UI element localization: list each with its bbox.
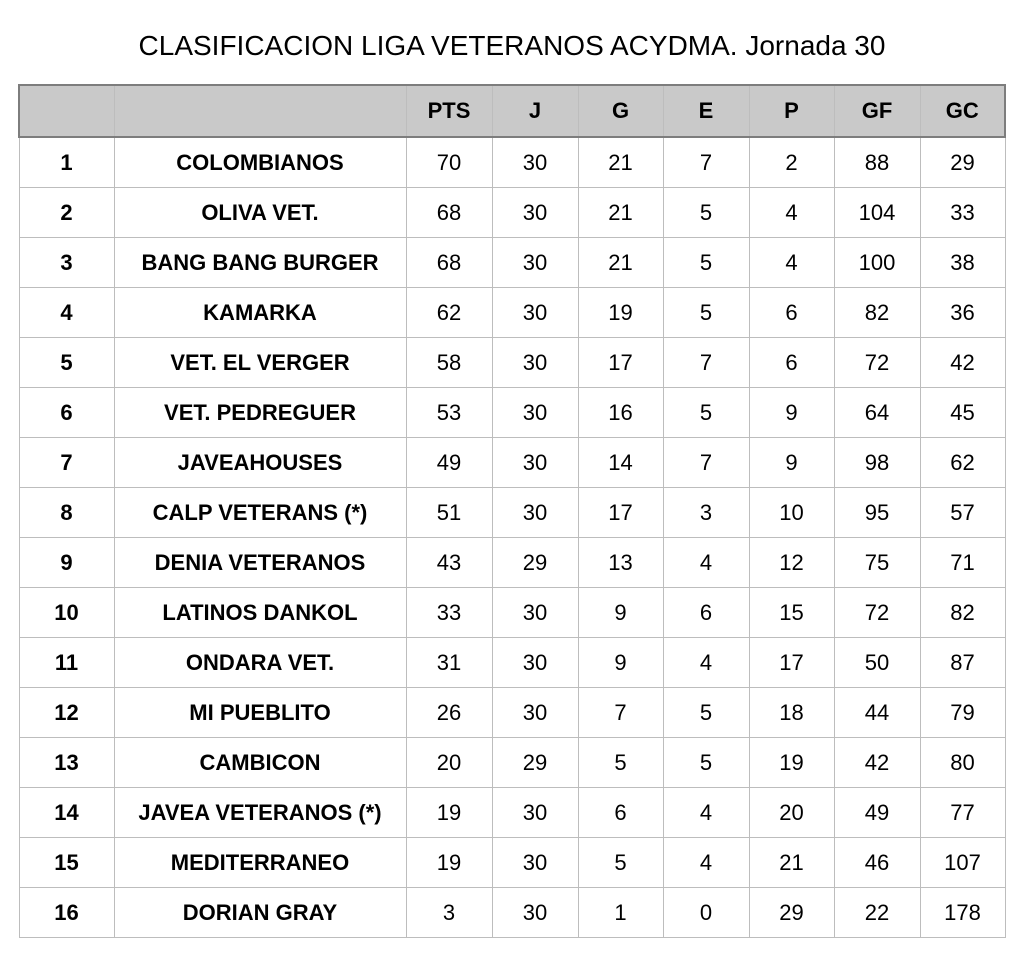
p-cell: 15	[749, 588, 834, 638]
e-cell: 4	[663, 788, 749, 838]
position-cell: 11	[19, 638, 114, 688]
table-row	[19, 738, 1005, 788]
g-cell: 6	[578, 788, 663, 838]
g-cell: 19	[578, 288, 663, 338]
g-cell: 9	[578, 638, 663, 688]
p-cell: 4	[749, 188, 834, 238]
table-row	[19, 288, 1005, 338]
e-cell: 4	[663, 838, 749, 888]
position-cell: 5	[19, 338, 114, 388]
pts-cell: 68	[406, 238, 492, 288]
position-cell: 6	[19, 388, 114, 438]
gc-cell: 42	[920, 338, 1005, 388]
e-cell: 7	[663, 137, 749, 188]
gf-cell: 22	[834, 888, 920, 938]
gc-cell: 178	[920, 888, 1005, 938]
gc-cell: 79	[920, 688, 1005, 738]
j-cell: 30	[492, 788, 578, 838]
gf-cell: 50	[834, 638, 920, 688]
column-header-p: P	[749, 85, 834, 137]
gc-cell: 82	[920, 588, 1005, 638]
table-row	[19, 238, 1005, 288]
position-cell: 14	[19, 788, 114, 838]
gf-cell: 49	[834, 788, 920, 838]
p-cell: 20	[749, 788, 834, 838]
p-cell: 9	[749, 438, 834, 488]
table-row	[19, 688, 1005, 738]
gc-cell: 36	[920, 288, 1005, 338]
p-cell: 6	[749, 338, 834, 388]
gc-cell: 45	[920, 388, 1005, 438]
team-name-cell: LATINOS DANKOL	[114, 588, 406, 638]
e-cell: 0	[663, 888, 749, 938]
p-cell: 21	[749, 838, 834, 888]
team-name-cell: MEDITERRANEO	[114, 838, 406, 888]
position-cell: 16	[19, 888, 114, 938]
j-cell: 29	[492, 538, 578, 588]
p-cell: 10	[749, 488, 834, 538]
p-cell: 12	[749, 538, 834, 588]
gc-cell: 57	[920, 488, 1005, 538]
e-cell: 5	[663, 188, 749, 238]
team-name-cell: JAVEAHOUSES	[114, 438, 406, 488]
standings-body	[19, 137, 1005, 938]
gc-cell: 77	[920, 788, 1005, 838]
g-cell: 21	[578, 188, 663, 238]
g-cell: 5	[578, 838, 663, 888]
gf-cell: 104	[834, 188, 920, 238]
pts-cell: 43	[406, 538, 492, 588]
column-header-gc: GC	[920, 85, 1005, 137]
gf-cell: 44	[834, 688, 920, 738]
g-cell: 21	[578, 137, 663, 188]
e-cell: 5	[663, 688, 749, 738]
pts-cell: 62	[406, 288, 492, 338]
j-cell: 30	[492, 888, 578, 938]
gf-cell: 72	[834, 338, 920, 388]
pts-cell: 19	[406, 838, 492, 888]
pts-cell: 19	[406, 788, 492, 838]
gc-cell: 80	[920, 738, 1005, 788]
j-cell: 30	[492, 638, 578, 688]
team-name-cell: VET. EL VERGER	[114, 338, 406, 388]
g-cell: 21	[578, 238, 663, 288]
gc-cell: 87	[920, 638, 1005, 688]
column-header-pts: PTS	[406, 85, 492, 137]
team-name-cell: OLIVA VET.	[114, 188, 406, 238]
p-cell: 29	[749, 888, 834, 938]
team-name-cell: ONDARA VET.	[114, 638, 406, 688]
table-row	[19, 438, 1005, 488]
p-cell: 17	[749, 638, 834, 688]
pts-cell: 26	[406, 688, 492, 738]
page-title: CLASIFICACION LIGA VETERANOS ACYDMA. Jornada 30	[138, 30, 886, 61]
j-cell: 30	[492, 338, 578, 388]
table-row	[19, 888, 1005, 938]
position-cell: 4	[19, 288, 114, 338]
table-row	[19, 388, 1005, 438]
p-cell: 9	[749, 388, 834, 438]
p-cell: 19	[749, 738, 834, 788]
pts-cell: 49	[406, 438, 492, 488]
g-cell: 14	[578, 438, 663, 488]
table-row	[19, 588, 1005, 638]
gf-cell: 98	[834, 438, 920, 488]
position-cell: 15	[19, 838, 114, 888]
j-cell: 30	[492, 238, 578, 288]
e-cell: 7	[663, 338, 749, 388]
team-name-cell: VET. PEDREGUER	[114, 388, 406, 438]
position-cell: 13	[19, 738, 114, 788]
gc-cell: 71	[920, 538, 1005, 588]
gf-cell: 100	[834, 238, 920, 288]
team-name-cell: MI PUEBLITO	[114, 688, 406, 738]
standings-table	[18, 84, 1006, 938]
gc-cell: 107	[920, 838, 1005, 888]
header-row	[19, 85, 1005, 137]
pts-cell: 33	[406, 588, 492, 638]
team-name-cell: CAMBICON	[114, 738, 406, 788]
table-row	[19, 838, 1005, 888]
e-cell: 7	[663, 438, 749, 488]
position-cell: 9	[19, 538, 114, 588]
gf-cell: 42	[834, 738, 920, 788]
column-header-team	[114, 85, 406, 137]
g-cell: 17	[578, 488, 663, 538]
table-row	[19, 788, 1005, 838]
j-cell: 30	[492, 488, 578, 538]
position-cell: 2	[19, 188, 114, 238]
g-cell: 5	[578, 738, 663, 788]
table-row	[19, 638, 1005, 688]
column-header-position	[19, 85, 114, 137]
gf-cell: 88	[834, 137, 920, 188]
column-header-gf: GF	[834, 85, 920, 137]
pts-cell: 53	[406, 388, 492, 438]
j-cell: 30	[492, 188, 578, 238]
j-cell: 30	[492, 588, 578, 638]
e-cell: 3	[663, 488, 749, 538]
e-cell: 4	[663, 538, 749, 588]
g-cell: 17	[578, 338, 663, 388]
p-cell: 4	[749, 238, 834, 288]
position-cell: 10	[19, 588, 114, 638]
j-cell: 29	[492, 738, 578, 788]
column-header-g: G	[578, 85, 663, 137]
g-cell: 16	[578, 388, 663, 438]
pts-cell: 68	[406, 188, 492, 238]
gf-cell: 46	[834, 838, 920, 888]
position-cell: 8	[19, 488, 114, 538]
j-cell: 30	[492, 137, 578, 188]
pts-cell: 20	[406, 738, 492, 788]
team-name-cell: DORIAN GRAY	[114, 888, 406, 938]
pts-cell: 31	[406, 638, 492, 688]
position-cell: 3	[19, 238, 114, 288]
g-cell: 7	[578, 688, 663, 738]
e-cell: 5	[663, 288, 749, 338]
pts-cell: 3	[406, 888, 492, 938]
table-row	[19, 188, 1005, 238]
e-cell: 4	[663, 638, 749, 688]
j-cell: 30	[492, 688, 578, 738]
pts-cell: 58	[406, 338, 492, 388]
e-cell: 6	[663, 588, 749, 638]
team-name-cell: DENIA VETERANOS	[114, 538, 406, 588]
gc-cell: 33	[920, 188, 1005, 238]
gc-cell: 62	[920, 438, 1005, 488]
column-header-j: J	[492, 85, 578, 137]
p-cell: 6	[749, 288, 834, 338]
g-cell: 1	[578, 888, 663, 938]
gc-cell: 38	[920, 238, 1005, 288]
j-cell: 30	[492, 838, 578, 888]
gf-cell: 64	[834, 388, 920, 438]
table-row	[19, 338, 1005, 388]
gf-cell: 95	[834, 488, 920, 538]
j-cell: 30	[492, 438, 578, 488]
column-header-e: E	[663, 85, 749, 137]
p-cell: 2	[749, 137, 834, 188]
j-cell: 30	[492, 388, 578, 438]
e-cell: 5	[663, 738, 749, 788]
e-cell: 5	[663, 238, 749, 288]
j-cell: 30	[492, 288, 578, 338]
g-cell: 9	[578, 588, 663, 638]
table-row	[19, 488, 1005, 538]
pts-cell: 51	[406, 488, 492, 538]
g-cell: 13	[578, 538, 663, 588]
team-name-cell: BANG BANG BURGER	[114, 238, 406, 288]
gf-cell: 72	[834, 588, 920, 638]
table-row	[19, 538, 1005, 588]
team-name-cell: KAMARKA	[114, 288, 406, 338]
position-cell: 1	[19, 137, 114, 188]
team-name-cell: JAVEA VETERANOS (*)	[114, 788, 406, 838]
table-row	[19, 137, 1005, 188]
gc-cell: 29	[920, 137, 1005, 188]
team-name-cell: CALP VETERANS (*)	[114, 488, 406, 538]
gf-cell: 82	[834, 288, 920, 338]
team-name-cell: COLOMBIANOS	[114, 137, 406, 188]
position-cell: 12	[19, 688, 114, 738]
e-cell: 5	[663, 388, 749, 438]
position-cell: 7	[19, 438, 114, 488]
gf-cell: 75	[834, 538, 920, 588]
pts-cell: 70	[406, 137, 492, 188]
p-cell: 18	[749, 688, 834, 738]
